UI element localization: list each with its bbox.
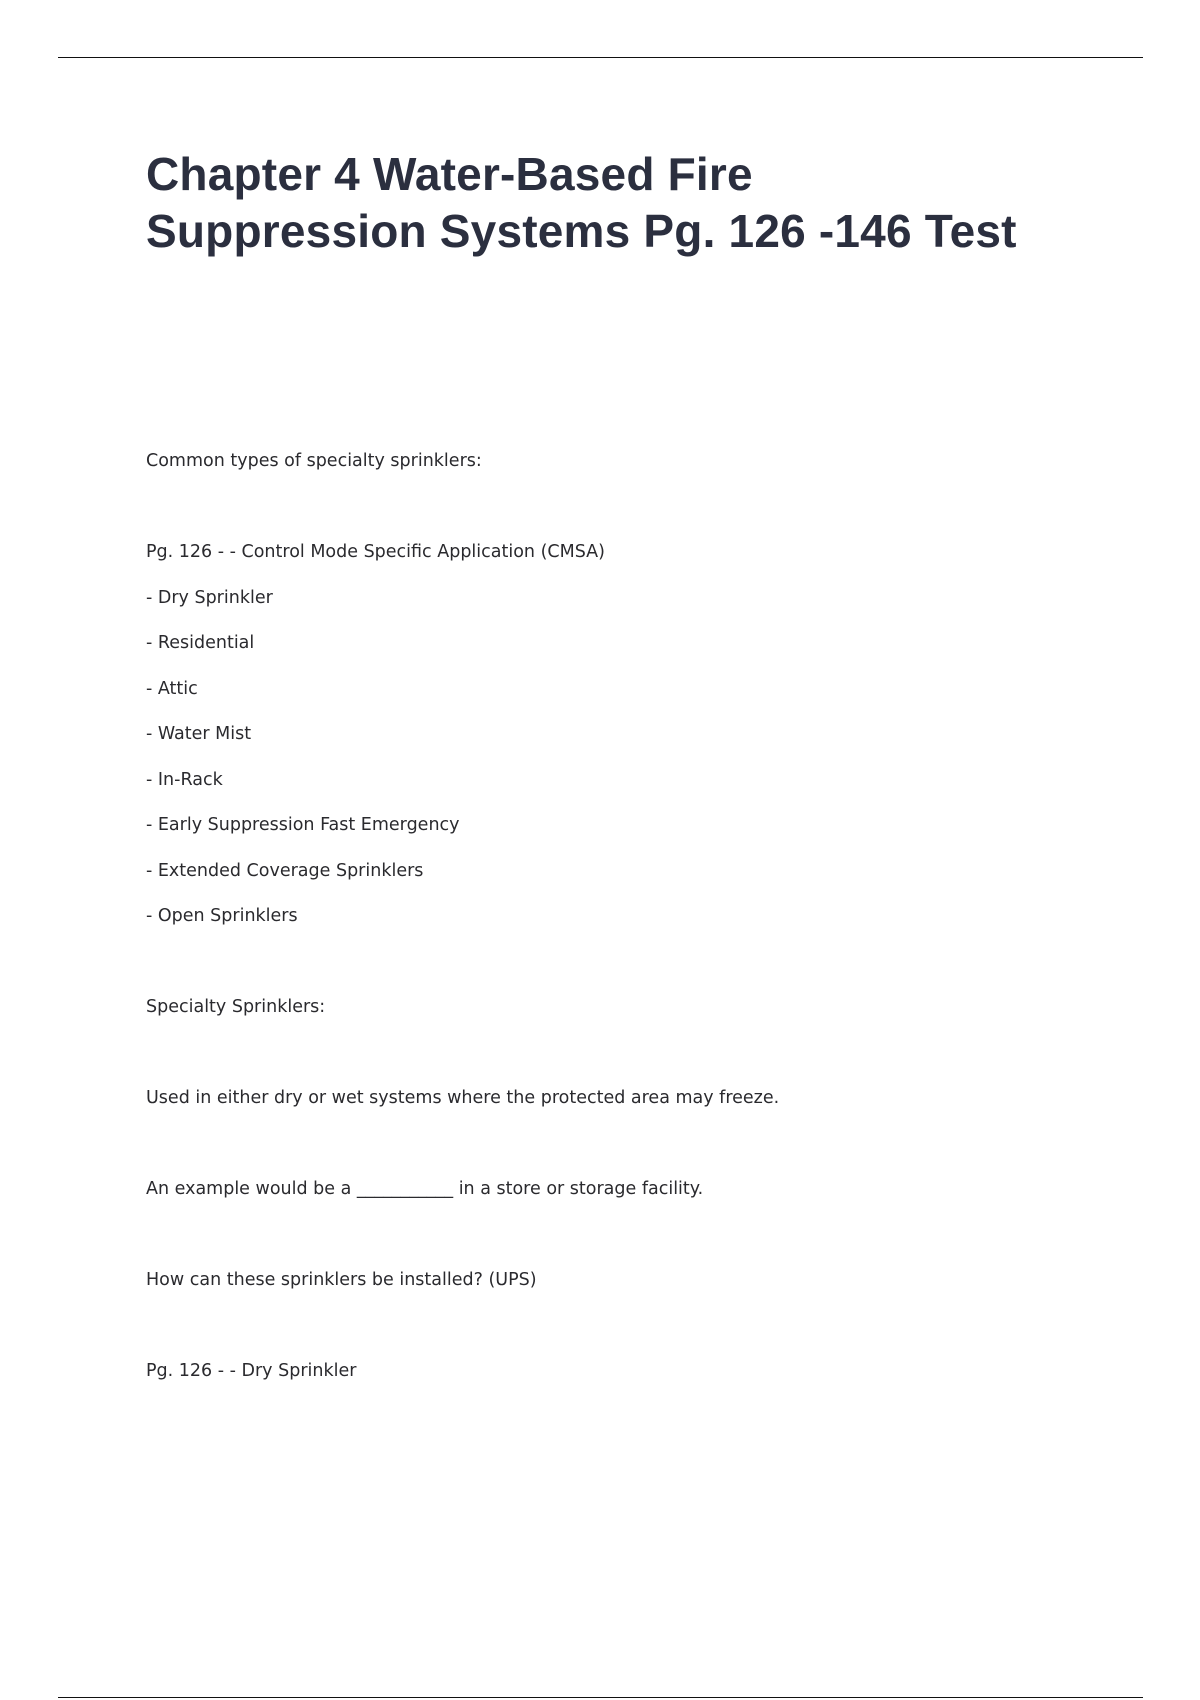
bottom-rule [58, 1697, 1143, 1698]
card-1-answer-line: - Residential [146, 633, 255, 653]
card-1-answer-line: - Open Sprinklers [146, 906, 298, 926]
document-title: Chapter 4 Water-Based Fire Suppression Systems Pg. 126 -146 Test [146, 148, 1017, 257]
card-1-term: Common types of specialty sprinklers: [146, 451, 482, 471]
card-1-answer-line: - Extended Coverage Sprinklers [146, 861, 424, 881]
card-1-answer-line: - Water Mist [146, 724, 252, 744]
top-rule [58, 57, 1143, 58]
card-1-answer-line: - In-Rack [146, 770, 223, 790]
card-1-answer-line: - Early Suppression Fast Emergency [146, 815, 460, 835]
card-2-term-line: Used in either dry or wet systems where the protected area may freeze. [146, 1088, 780, 1108]
card-2-answer-line: Pg. 126 - - Dry Sprinkler [146, 1361, 357, 1381]
card-1-answer-line: - Dry Sprinkler [146, 588, 273, 608]
card-2-term-line: Specialty Sprinklers: [146, 997, 326, 1017]
card-2-term-line: An example would be a ___________ in a store or storage facility. [146, 1179, 704, 1199]
card-1-answer-line: Pg. 126 - - Control Mode Specific Application (CMSA) [146, 542, 605, 562]
card-2-term-line: How can these sprinklers be installed? (UPS) [146, 1270, 537, 1290]
card-1-answer-line: - Attic [146, 679, 198, 699]
